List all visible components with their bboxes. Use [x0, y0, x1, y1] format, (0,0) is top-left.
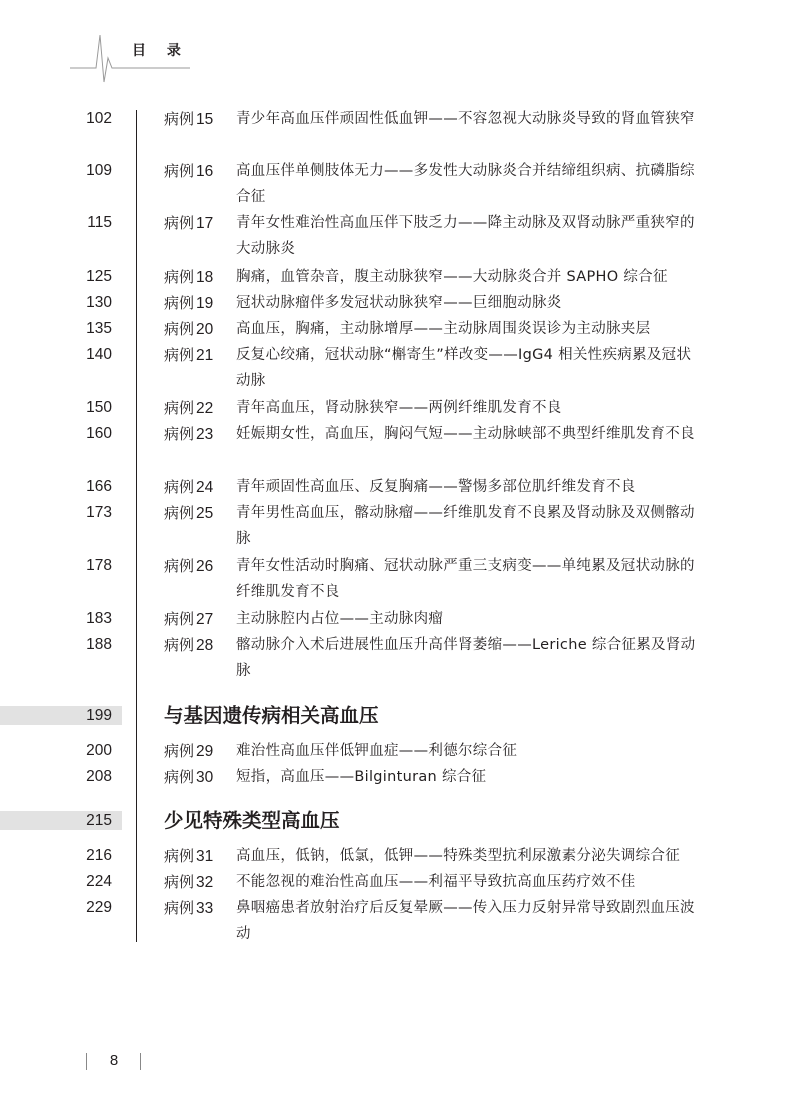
footer-right-rule — [140, 1053, 141, 1070]
case-label: 病例 33 — [164, 899, 214, 917]
section-page-number: 215 — [86, 812, 112, 829]
entry-title: 青年高血压，肾动脉狭窄——两例纤维肌发育不良 — [236, 400, 562, 416]
entry-title: 反复心绞痛，冠状动脉“槲寄生”样改变——IgG4 相关性疾病累及冠状动脉 — [236, 347, 692, 389]
entry-page-number: 130 — [86, 294, 112, 311]
entry-title: 青少年高血压伴顽固性低血钾——不容忽视大动脉炎导致的肾血管狭窄 — [236, 111, 695, 127]
entry-page-number: 102 — [86, 110, 112, 127]
entry-page-number: 224 — [86, 873, 112, 890]
entry-page-number: 216 — [86, 847, 112, 864]
section-page-bar — [0, 811, 122, 830]
case-label: 病例 32 — [164, 873, 214, 891]
entry-page-number: 135 — [86, 320, 112, 337]
entry-page-number: 188 — [86, 636, 112, 653]
footer-page-number: 8 — [109, 1052, 119, 1069]
entry-page-number: 208 — [86, 768, 112, 785]
column-divider — [136, 110, 137, 942]
entry-title: 髂动脉介入术后进展性血压升高伴肾萎缩——Leriche 综合征累及肾动脉 — [236, 637, 696, 679]
entry-page-number: 183 — [86, 610, 112, 627]
entry-title: 难治性高血压伴低钾血症——利德尔综合征 — [236, 743, 518, 759]
entry-page-number: 229 — [86, 899, 112, 916]
case-label: 病例 20 — [164, 320, 214, 338]
entry-title: 青年女性难治性高血压伴下肢乏力——降主动脉及双肾动脉严重狭窄的大动脉炎 — [236, 215, 695, 257]
case-label: 病例 16 — [164, 162, 214, 180]
entry-page-number: 109 — [86, 162, 112, 179]
entry-page-number: 140 — [86, 346, 112, 363]
entry-page-number: 115 — [87, 214, 112, 231]
case-label: 病例 31 — [164, 847, 214, 865]
case-label: 病例 29 — [164, 742, 214, 760]
case-label: 病例 26 — [164, 557, 214, 575]
entry-title: 主动脉腔内占位——主动脉肉瘤 — [236, 611, 444, 627]
case-label: 病例 22 — [164, 399, 214, 417]
entry-title: 青年顽固性高血压、反复胸痛——警惕多部位肌纤维发育不良 — [236, 479, 636, 495]
entry-title: 妊娠期女性，高血压，胸闷气短——主动脉峡部不典型纤维肌发育不良 — [236, 426, 695, 442]
entry-title: 高血压，低钠，低氯，低钾——特殊类型抗利尿激素分泌失调综合征 — [236, 848, 680, 864]
entry-title: 高血压伴单侧肢体无力——多发性大动脉炎合并结缔组织病、抗磷脂综合征 — [236, 163, 695, 205]
entry-page-number: 150 — [86, 399, 112, 416]
case-label: 病例 17 — [164, 214, 214, 232]
case-label: 病例 18 — [164, 268, 214, 286]
entry-title: 青年女性活动时胸痛、冠状动脉严重三支病变——单纯累及冠状动脉的纤维肌发育不良 — [236, 558, 695, 600]
section-page-number: 199 — [86, 707, 112, 724]
entry-title: 青年男性高血压，髂动脉瘤——纤维肌发育不良累及肾动脉及双侧髂动脉 — [236, 505, 695, 547]
entry-page-number: 160 — [86, 425, 112, 442]
entry-page-number: 178 — [86, 557, 112, 574]
entry-page-number: 173 — [86, 504, 112, 521]
entry-title: 短指，高血压——Bilginturan 综合征 — [236, 769, 487, 785]
case-label: 病例 21 — [164, 346, 214, 364]
entry-page-number: 125 — [86, 268, 112, 285]
case-label: 病例 23 — [164, 425, 214, 443]
case-label: 病例 27 — [164, 610, 214, 628]
case-label: 病例 28 — [164, 636, 214, 654]
footer-left-rule — [86, 1053, 87, 1070]
page-header-title: 目 录 — [132, 43, 189, 59]
section-page-bar — [0, 706, 122, 725]
entry-page-number: 166 — [86, 478, 112, 495]
case-label: 病例 15 — [164, 110, 214, 128]
case-label: 病例 24 — [164, 478, 214, 496]
entry-page-number: 200 — [86, 742, 112, 759]
entry-title: 冠状动脉瘤伴多发冠状动脉狭窄——巨细胞动脉炎 — [236, 295, 562, 311]
case-label: 病例 19 — [164, 294, 214, 312]
entry-title: 胸痛，血管杂音，腹主动脉狭窄——大动脉炎合并 SAPHO 综合征 — [236, 269, 668, 285]
entry-title: 不能忽视的难治性高血压——利福平导致抗高血压药疗效不佳 — [236, 874, 636, 890]
entry-title: 鼻咽癌患者放射治疗后反复晕厥——传入压力反射异常导致剧烈血压波动 — [236, 900, 695, 942]
entry-title: 高血压，胸痛，主动脉增厚——主动脉周围炎误诊为主动脉夹层 — [236, 321, 651, 337]
case-label: 病例 25 — [164, 504, 214, 522]
section-heading[interactable]: 少见特殊类型高血压 — [164, 809, 340, 832]
case-label: 病例 30 — [164, 768, 214, 786]
section-heading[interactable]: 与基因遗传病相关高血压 — [164, 704, 379, 727]
